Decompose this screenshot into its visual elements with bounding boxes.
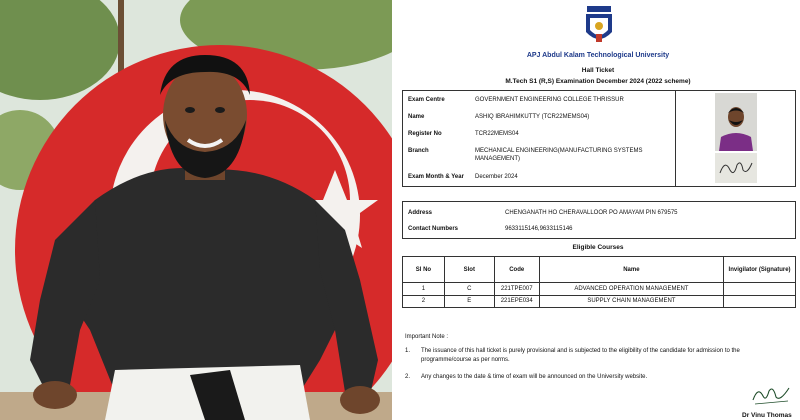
table-row: [403, 295, 796, 308]
header-slot: Slot: [444, 257, 494, 283]
hall-ticket-document: [396, 0, 800, 420]
note-number: 1.: [405, 348, 411, 354]
eligible-courses-title: Eligible Courses: [572, 244, 624, 251]
table-row: [403, 283, 796, 296]
candidate-details-box: [402, 90, 796, 187]
university-crest-icon: [584, 6, 614, 46]
courses-header-row: [403, 257, 796, 283]
photo-illustration: [0, 0, 392, 420]
header-name: Name: [539, 257, 723, 283]
address-label: Address: [408, 210, 433, 216]
cell-name: SUPPLY CHAIN MANAGEMENT: [539, 295, 723, 308]
cell-signature: [724, 295, 796, 308]
note-text: The issuance of this hall ticket is purely provisional and is subjected to the eligibility of the candidate for admission to the programme/course as per norms.: [421, 348, 740, 363]
candidate-signature: [715, 153, 757, 183]
detail-value: ASHIQ IBRAHIMKUTTY (TCR22MEMS04): [475, 114, 590, 120]
important-note-title: Important Note :: [405, 334, 449, 340]
detail-value: GOVERNMENT ENGINEERING COLLEGE THRISSUR: [475, 97, 624, 103]
detail-label: Exam Month & Year: [408, 174, 464, 180]
detail-label: Branch: [408, 148, 429, 154]
document-title: Hall Ticket: [581, 67, 615, 74]
contact-label: Contact Numbers: [408, 226, 459, 232]
cell-slot: C: [444, 283, 494, 296]
details-divider: [675, 91, 676, 186]
detail-value: TCR22MEMS04: [475, 131, 519, 137]
header-code: Code: [494, 257, 539, 283]
contact-value: 9633115146,9633115146: [505, 226, 573, 232]
cell-sl-no: 1: [403, 283, 445, 296]
university-name: APJ Abdul Kalam Technological University: [526, 52, 670, 59]
address-box: [402, 201, 796, 239]
detail-value: December 2024: [475, 174, 518, 180]
detail-label: Name: [408, 114, 425, 120]
detail-label: Register No: [408, 131, 442, 137]
courses-table: [402, 256, 796, 308]
note-number: 2.: [405, 374, 411, 380]
exam-title: M.Tech S1 (R,S) Examination December 2024 (2022 scheme): [505, 78, 691, 85]
cell-slot: E: [444, 295, 494, 308]
header-invigilator: Invigilator (Signature): [724, 257, 796, 283]
address-value: CHENGANATH HO CHERAVALLOOR PO AMAYAM PIN 679575: [505, 210, 678, 216]
header-sl-no: Sl No: [403, 257, 445, 283]
note-text: Any changes to the date & time of exam will be announced on the University website.: [421, 374, 648, 380]
cell-code: 221TPE007: [494, 283, 539, 296]
detail-value: MECHANICAL ENGINEERING(MANUFACTURING SYSTEMS MANAGEMENT): [475, 148, 643, 162]
cell-name: ADVANCED OPERATION MANAGEMENT: [539, 283, 723, 296]
candidate-photo: [715, 93, 757, 151]
student-photo: [0, 0, 392, 420]
signatory-name: Dr Vinu Thomas: [742, 412, 792, 419]
cell-code: 221EPE034: [494, 295, 539, 308]
cell-signature: [724, 283, 796, 296]
cell-sl-no: 2: [403, 295, 445, 308]
controller-signature: [750, 382, 792, 408]
detail-label: Exam Centre: [408, 97, 445, 103]
